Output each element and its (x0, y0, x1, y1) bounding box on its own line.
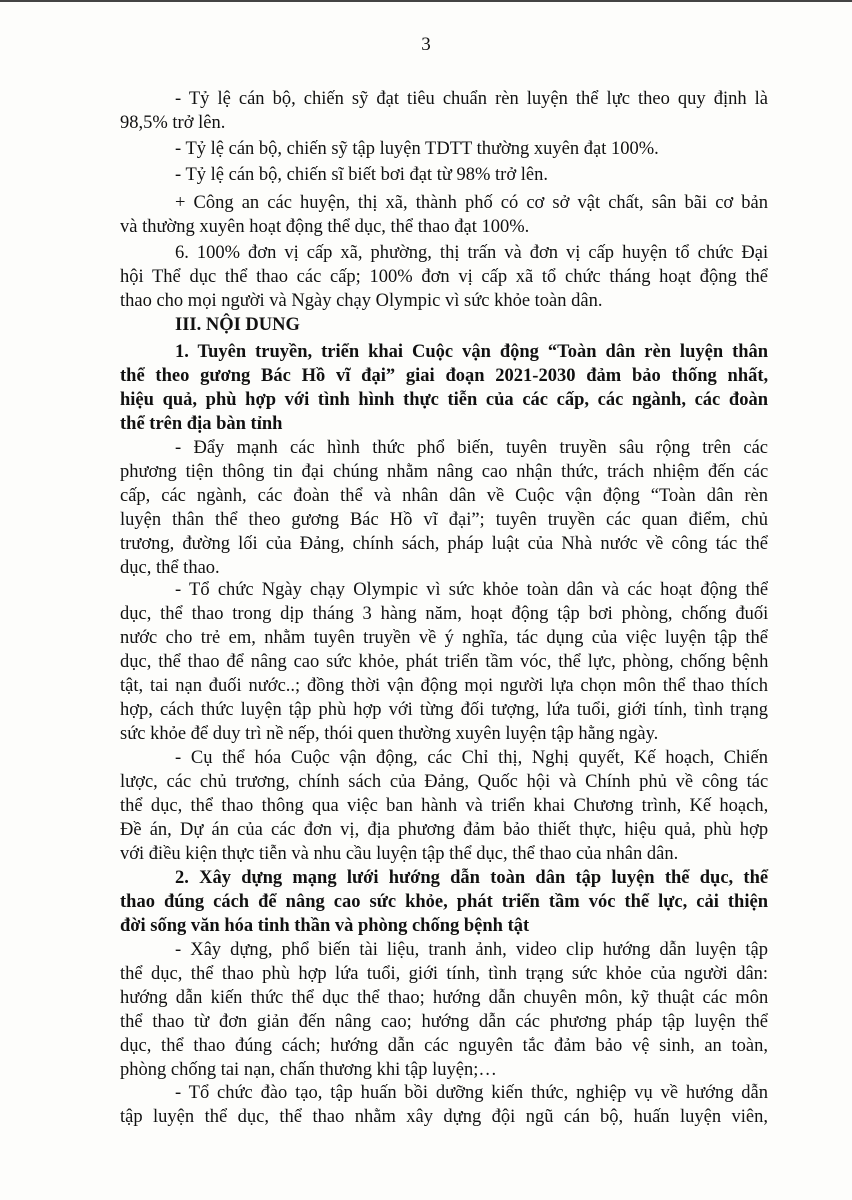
heading-line: 2. Xây dựng mạng lưới hướng dẫn toàn dân tập luyện thể dục, thể (175, 868, 769, 888)
text-line: hướng dẫn kiến thức thể dục thể thao; hướng dẫn chuyên môn, kỹ thuật các môn (120, 988, 769, 1008)
text-line: - Tổ chức Ngày chạy Olympic vì sức khỏe toàn dân và các hoạt động thể (175, 580, 769, 600)
text-line: hội Thể dục thể thao các cấp; 100% đơn vị cấp xã tổ chức tháng hoạt động thể (120, 267, 768, 287)
paragraph-propaganda (120, 436, 768, 580)
paragraph-regular-training-rate (120, 137, 768, 161)
text-line: dục, thể thao trong dịp tháng 3 hàng năm, hoạt động tập bơi phòng, chống đuối (120, 604, 769, 624)
text-line: thể thao từ đơn giản đến nâng cao; hướng dẫn các phương pháp tập luyện thể (120, 1012, 768, 1032)
heading-line: 1. Tuyên truyền, triển khai Cuộc vận động “Toàn dân rèn luyện thân (175, 342, 769, 362)
text-line: - Tổ chức đào tạo, tập huấn bồi dưỡng kiến thức, nghiệp vụ về hướng dẫn (175, 1083, 768, 1103)
text-line: với điều kiện thực tiễn và nhu cầu luyện tập thể dục, thể thao của nhân dân. (120, 844, 679, 864)
subsection-heading-1 (120, 340, 768, 436)
paragraph-policy-implementation (120, 746, 768, 866)
text-line: nước cho trẻ em, nhằm tuyên truyền về ý nghĩa, tác dụng của việc luyện tập thể (120, 628, 768, 648)
text-line: - Tỷ lệ cán bộ, chiến sỹ đạt tiêu chuẩn rèn luyện thể lực theo quy định là (175, 89, 768, 109)
text-line: thể dục, thể thao phù hợp lứa tuổi, giới tính, tình trạng sức khỏe của người dân: (120, 964, 769, 984)
text-line: phòng chống tai nạn, chấn thương khi tập luyện;… (120, 1060, 497, 1080)
page-number: 3 (421, 34, 431, 55)
text-line: dục, thể thao. (120, 558, 220, 578)
text-line: Đề án, Dự án của các đơn vị, địa phương đảm bảo thiết thực, hiệu quả, phù hợp (120, 820, 769, 840)
subsection-heading-2 (120, 866, 768, 938)
text-line: hợp, cách thức luyện tập phù hợp với từng đối tượng, lứa tuổi, giới tính, tình trạng (120, 700, 769, 720)
paragraph-fitness-standard-rate (120, 87, 768, 135)
text-line: trương, đường lối của Đảng, chính sách, pháp luật của Nhà nước về công tác thể (120, 534, 768, 554)
text-line: dục, thể thao đúng cách; hướng dẫn các nguyên tắc đảm bảo vệ sinh, an toàn, (120, 1036, 768, 1056)
paragraph-swimming-rate (120, 163, 768, 187)
paragraph-olympic-run (120, 578, 768, 746)
heading-line: thao đúng cách để nâng cao sức khỏe, phát triển tầm vóc thể lực, cải thiện (120, 892, 768, 912)
heading-line: hiệu quả, phù hợp với tình hình thực tiễn của các cấp, các ngành, các đoàn (120, 390, 768, 410)
text-line: lược, các chủ trương, chính sách của Đảng, Quốc hội và Chính phủ về công tác (120, 772, 769, 792)
heading-line: III. NỘI DUNG (175, 315, 300, 335)
section-heading-content (120, 313, 768, 337)
text-line: luyện thân thể theo gương Bác Hồ vĩ đại”; tuyên truyền các quan điểm, chủ (120, 510, 768, 530)
heading-line: thể theo gương Bác Hồ vĩ đại” giai đoạn 2021-2030 đảm bảo thống nhất, (120, 366, 769, 386)
text-line: phương tiện thông tin đại chúng nhằm nâng cao nhận thức, trách nhiệm đến các (120, 462, 769, 482)
paragraph-training-materials (120, 938, 768, 1082)
heading-line: đời sống văn hóa tinh thần và phòng chống bệnh tật (120, 916, 530, 936)
text-line: + Công an các huyện, thị xã, thành phố có cơ sở vật chất, sân bãi cơ bản (175, 193, 768, 213)
text-line: - Xây dựng, phổ biến tài liệu, tranh ảnh, video clip hướng dẫn luyện tập (175, 940, 768, 960)
text-line: - Cụ thể hóa Cuộc vận động, các Chỉ thị, Nghị quyết, Kế hoạch, Chiến (175, 748, 768, 768)
text-line: - Tỷ lệ cán bộ, chiến sĩ biết bơi đạt từ 98% trở lên. (175, 165, 548, 185)
text-line: 6. 100% đơn vị cấp xã, phường, thị trấn và đơn vị cấp huyện tổ chức Đại (175, 243, 769, 263)
text-line: - Tỷ lệ cán bộ, chiến sỹ tập luyện TDTT thường xuyên đạt 100%. (175, 139, 659, 159)
paragraph-coach-training (120, 1081, 768, 1129)
text-line: - Đẩy mạnh các hình thức phổ biến, tuyên truyền sâu rộng trên các (175, 438, 768, 458)
paragraph-sports-congress (120, 241, 768, 313)
text-line: thể dục, thể thao thông qua việc ban hành và triển khai Chương trình, Kế hoạch, (120, 796, 769, 816)
paragraph-district-police-facilities (120, 191, 768, 239)
text-line: 98,5% trở lên. (120, 113, 226, 133)
text-line: thao cho mọi người và Ngày chạy Olympic vì sức khỏe toàn dân. (120, 291, 603, 311)
text-line: tập luyện thể dục, thể thao nhằm xây dựng đội ngũ cán bộ, huấn luyện viên, (120, 1107, 768, 1127)
text-line: cấp, các ngành, các đoàn thể và nhân dân về Cuộc vận động “Toàn dân rèn (120, 486, 768, 506)
text-line: và thường xuyên hoạt động thể dục, thể thao đạt 100%. (120, 217, 530, 237)
text-line: dục, thể thao để nâng cao sức khỏe, phát triển tầm vóc, thể lực, phòng, chống bệnh (120, 652, 769, 672)
text-line: sức khỏe để duy trì nề nếp, thói quen thường xuyên luyện tập hằng ngày. (120, 724, 659, 744)
text-line: tật, tai nạn đuối nước..; đồng thời vận động mọi người lựa chọn môn thể thao thích (120, 676, 768, 696)
heading-line: thể trên địa bàn tỉnh (120, 414, 283, 434)
